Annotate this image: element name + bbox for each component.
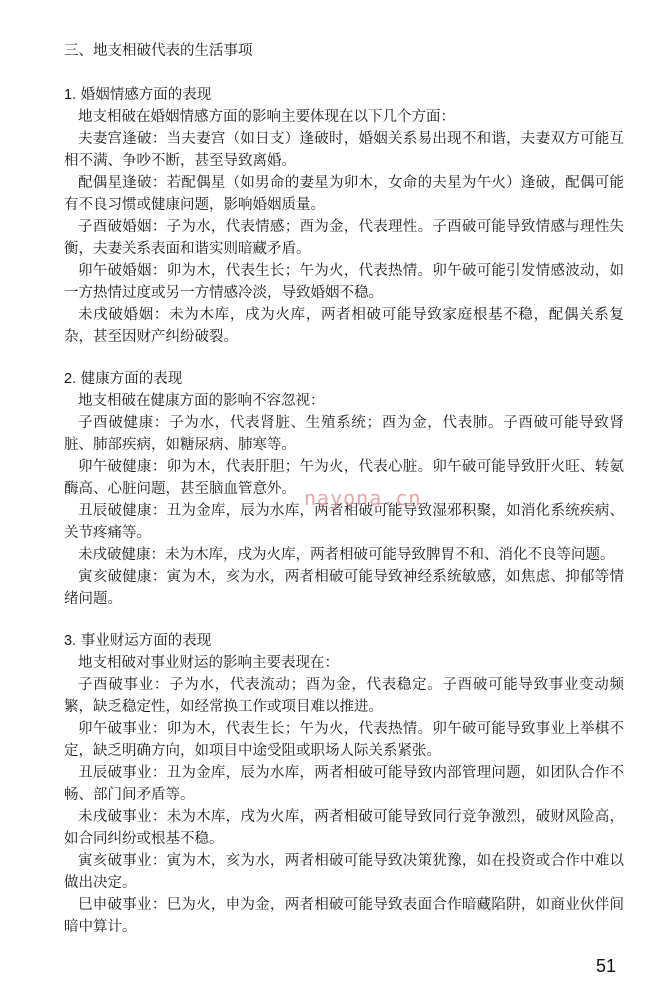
paragraph: 未戌破婚姻：未为木库，戌为火库，两者相破可能导致家庭根基不稳，配偶关系复杂，甚至因财产纠纷破裂。 (64, 307, 624, 345)
section-marriage (64, 84, 624, 348)
paragraph: 地支相破在健康方面的影响不容忽视： (78, 393, 325, 409)
heading-text: 婚姻情感方面的表现 (80, 87, 212, 103)
paragraph: 未戌破事业：未为木库，戌为火库，两者相破可能导致同行竞争激烈，破财风险高，如合同纠纷或根基不稳。 (64, 809, 624, 847)
heading-text: 事业财运方面的表现 (80, 633, 212, 649)
paragraph: 配偶星逢破：若配偶星（如男命的妻星为卯木，女命的夫星为午火）逢破，配偶可能有不良习惯或健康问题，影响婚姻质量。 (64, 175, 624, 213)
page-number: 51 (596, 956, 617, 976)
section-heading (64, 368, 624, 390)
paragraph: 寅亥破事业：寅为木，亥为水，两者相破可能导致决策犹豫，如在投资或合作中难以做出决定。 (64, 853, 624, 891)
watermark-text: nayona.cn (304, 486, 422, 510)
paragraph: 卯午破事业：卯为木，代表生长；午为火，代表热情。卯午破可能导致事业上举棋不定，缺乏明确方向，如项目中途受阻或职场人际关系紧张。 (64, 721, 624, 759)
heading-number: 3. (64, 633, 77, 649)
section-heading (64, 630, 624, 652)
paragraph: 子酉破健康：子为水，代表肾脏、生殖系统；酉为金，代表肺。子酉破可能导致肾脏、肺部疾病，如糖尿病、肺寒等。 (64, 415, 624, 453)
paragraph: 未戌破健康：未为木库，戌为火库，两者相破可能导致脾胃不和、消化不良等问题。 (78, 547, 615, 563)
paragraph: 子酉破事业：子为水，代表流动；酉为金，代表稳定。子酉破可能导致事业变动频繁，缺乏稳定性，如经常换工作或项目难以推进。 (64, 677, 624, 715)
section-title: 三、地支相破代表的生活事项 (64, 43, 253, 59)
paragraph: 寅亥破健康：寅为木，亥为水，两者相破可能导致神经系统敏感，如焦虑、抑郁等情绪问题。 (64, 569, 624, 607)
paragraph: 卯午破健康：卯为木，代表肝胆；午为火，代表心脏。卯午破可能导致肝火旺、转氨酶高、心脏问题，甚至脑血管意外。 (64, 459, 624, 497)
paragraph: 丑辰破健康：丑为金库，辰为水库，两者相破可能导致湿邪积聚，如消化系统疾病、关节疼痛等。 (64, 503, 624, 541)
section-heading (64, 84, 624, 106)
heading-text: 健康方面的表现 (80, 371, 183, 387)
paragraph: 夫妻宫逢破：当夫妻宫（如日支）逢破时，婚姻关系易出现不和谐，夫妻双方可能互相不满、争吵不断，甚至导致离婚。 (64, 131, 624, 169)
heading-number: 2. (64, 371, 77, 387)
heading-number: 1. (64, 87, 77, 103)
paragraph: 卯午破婚姻：卯为木，代表生长；午为火，代表热情。卯午破可能引发情感波动，如一方热情过度或另一方情感冷淡，导致婚姻不稳。 (64, 263, 624, 301)
paragraph: 地支相破对事业财运的影响主要表现在： (78, 655, 339, 671)
paragraph: 巳申破事业：巳为火，申为金，两者相破可能导致表面合作暗藏陷阱，如商业伙伴间暗中算计。 (64, 897, 624, 935)
section-career (64, 630, 624, 938)
paragraph: 子酉破婚姻：子为水，代表情感；酉为金，代表理性。子酉破可能导致情感与理性失衡，夫妻关系表面和谐实则暗藏矛盾。 (64, 219, 624, 257)
paragraph: 地支相破在婚姻情感方面的影响主要体现在以下几个方面： (78, 109, 455, 125)
paragraph: 丑辰破事业：丑为金库，辰为水库，两者相破可能导致内部管理问题，如团队合作不畅、部门间矛盾等。 (64, 765, 624, 803)
